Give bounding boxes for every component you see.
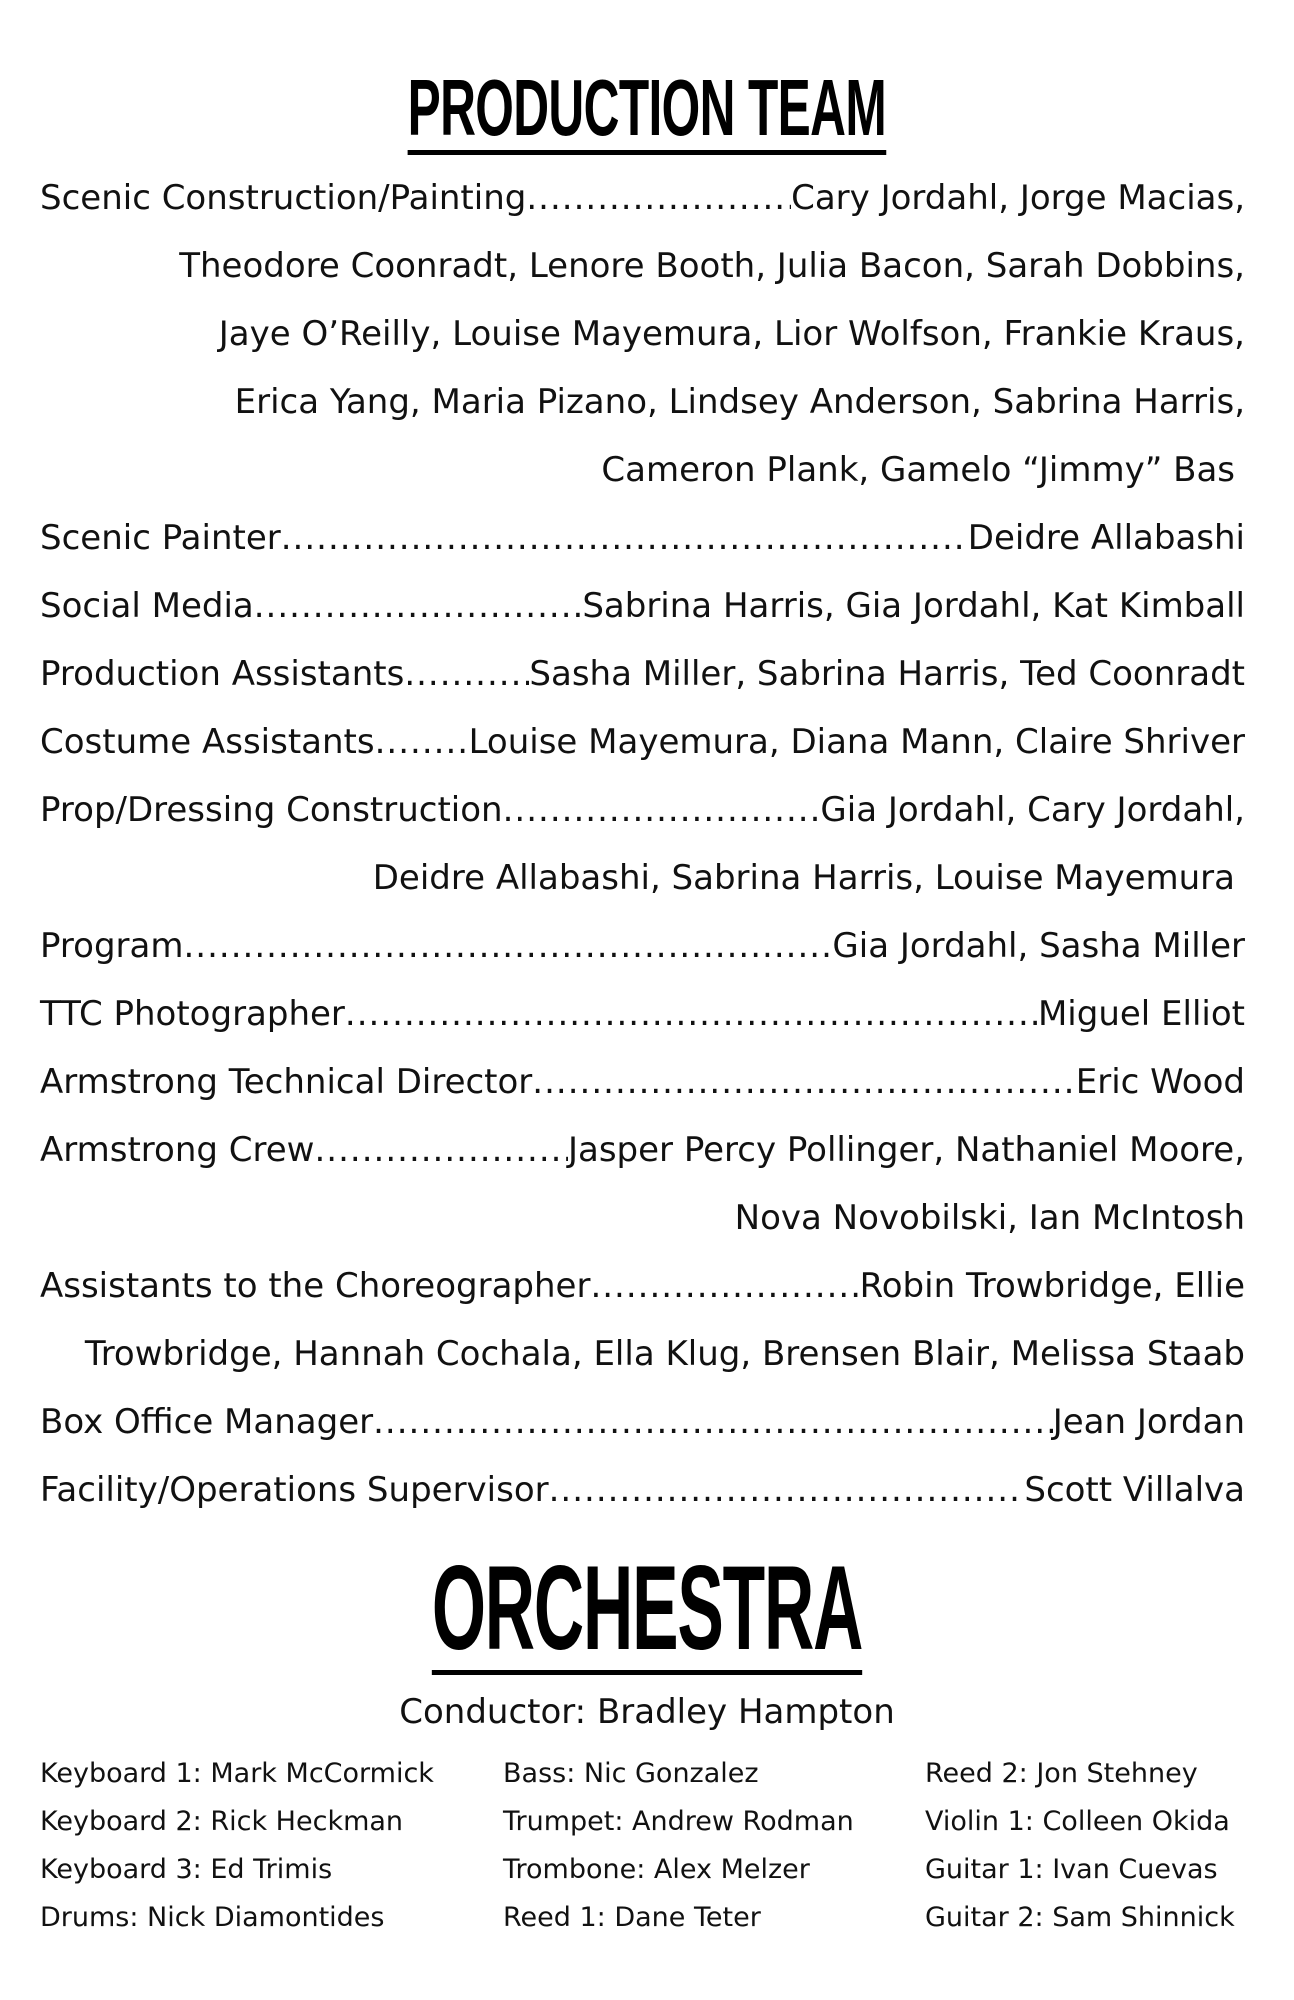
orchestra-member: Keyboard 2: Rick Heckman [40,1806,404,1837]
orchestra-member: Guitar 2: Sam Shinnick [925,1902,1235,1933]
conductor-credit: Conductor: Bradley Hampton [399,1692,895,1732]
credit-names: Gia Jordahl, Cary Jordahl, [820,790,1245,830]
orchestra-title: ORCHESTRA [431,1541,863,1675]
orchestra-column-1 [40,1750,434,1942]
credit-names: Scott Villalva [1024,1470,1245,1510]
credit-names: Gia Jordahl, Sasha Miller [832,926,1245,966]
credit-role: Armstrong Technical Director [40,1062,533,1102]
orchestra-member: Reed 1: Dane Teter [503,1902,761,1933]
credit-role: Prop/Dressing Construction [40,790,503,830]
credit-production-assistants [40,640,1245,708]
orchestra-member: Keyboard 3: Ed Trimis [40,1854,333,1885]
orchestra-member: Trombone: Alex Melzer [503,1854,810,1885]
credit-names: Louise Mayemura, Diana Mann, Claire Shriver [468,722,1245,762]
credit-role: Box Office Manager [40,1402,374,1442]
credit-names: Deidre Allabashi [967,518,1245,558]
credit-role: Scenic Construction/Painting [40,178,527,218]
orchestra-member: Keyboard 1: Mark McCormick [40,1758,434,1789]
production-team-title: PRODUCTION TEAM [0,68,1294,155]
credit-names: Eric Wood [1075,1062,1245,1102]
credit-scenic-construction [40,164,1245,504]
credit-scenic-painter [40,504,1245,572]
orchestra-member: Trumpet: Andrew Rodman [503,1806,854,1837]
credit-technical-director [40,1048,1245,1116]
orchestra-member: Guitar 1: Ivan Cuevas [925,1854,1218,1885]
credit-names: Jasper Percy Pollinger, Nathaniel Moore, [567,1130,1245,1170]
credit-role: Assistants to the Choreographer [40,1266,591,1306]
credit-costume-assistants [40,708,1245,776]
credit-role: Costume Assistants [40,722,375,762]
credit-names-cont: Cameron Plank, Gamelo “Jimmy” Bas [601,450,1235,490]
credit-names-cont: Erica Yang, Maria Pizano, Lindsey Anderson, Sabrina Harris, [234,382,1245,422]
credit-role: Program [40,926,184,966]
credit-program [40,912,1245,980]
credit-prop-dressing [40,776,1245,912]
production-credits [40,164,1245,1524]
credit-names-cont: Jaye O’Reilly, Louise Mayemura, Lior Wolfson, Frankie Kraus, [218,314,1245,354]
credit-role: Facility/Operations Supervisor [40,1470,549,1510]
orchestra-column-3 [925,1750,1235,1942]
credit-facility-supervisor [40,1456,1245,1524]
credit-ttc-photographer [40,980,1245,1048]
credit-role: Scenic Painter [40,518,281,558]
credit-names-cont: Theodore Coonradt, Lenore Booth, Julia Bacon, Sarah Dobbins, [179,246,1245,286]
credit-social-media [40,572,1245,640]
orchestra-member: Violin 1: Colleen Okida [925,1806,1230,1837]
orchestra-member: Drums: Nick Diamontides [40,1902,385,1933]
credit-names-cont: Deidre Allabashi, Sabrina Harris, Louise Mayemura [372,858,1235,898]
orchestra-member: Bass: Nic Gonzalez [503,1758,759,1789]
credit-names: Jean Jordan [1052,1402,1245,1442]
credit-box-office [40,1388,1245,1456]
credit-role: Production Assistants [40,654,405,694]
credit-names-cont: Nova Novobilski, Ian McIntosh [734,1198,1245,1238]
credit-role: Armstrong Crew [40,1130,315,1170]
credit-choreographer-assistants [40,1252,1245,1388]
credit-names: Sasha Miller, Sabrina Harris, Ted Coonradt [529,654,1245,694]
credit-names: Cary Jordahl, Jorge Macias, [791,178,1245,218]
credit-names: Sabrina Harris, Gia Jordahl, Kat Kimball [582,586,1245,626]
credit-armstrong-crew [40,1116,1245,1252]
credit-names-cont: Trowbridge, Hannah Cochala, Ella Klug, Brensen Blair, Melissa Staab [84,1334,1245,1374]
credit-names: Robin Trowbridge, Ellie [859,1266,1245,1306]
credit-names: Miguel Elliot [1037,994,1245,1034]
credit-role: TTC Photographer [40,994,345,1034]
orchestra-member: Reed 2: Jon Stehney [925,1758,1198,1789]
credit-role: Social Media [40,586,254,626]
orchestra-column-2 [503,1750,854,1942]
